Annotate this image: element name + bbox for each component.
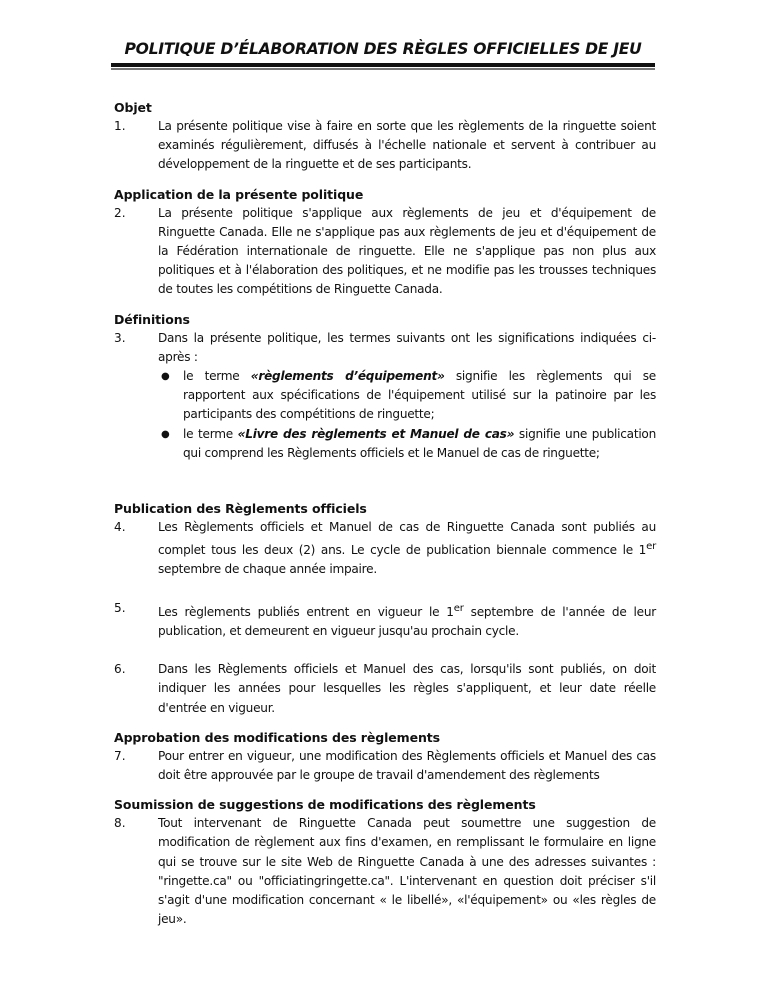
paragraph-7 (114, 747, 656, 785)
paragraph-number: 3. (114, 330, 126, 345)
bullet-icon: ● (161, 371, 170, 383)
paragraph-6 (114, 660, 656, 718)
paragraph-number: 2. (114, 205, 126, 220)
paragraph-number: 1. (114, 119, 126, 133)
section-heading-soumission: Soumission de suggestions de modifications des règlements (114, 797, 536, 813)
document-header (111, 38, 655, 70)
defined-term: «règlements d’équipement» (250, 369, 445, 384)
paragraph-number: 8. (114, 816, 126, 831)
definition-prefix: le terme (183, 369, 251, 384)
paragraph-3 (114, 329, 656, 463)
document-title: POLITIQUE D’ÉLABORATION DES RÈGLES OFFICIELLES DE JEU (124, 40, 642, 58)
section-heading-objet: Objet (114, 100, 152, 115)
section-heading-application: Application de la présente politique (114, 186, 364, 202)
document-body (114, 98, 656, 929)
paragraph-number: 7. (114, 748, 126, 763)
title-underline-thick (111, 63, 655, 67)
paragraph-8 (114, 814, 656, 929)
paragraph-text: La présente politique vise à faire en sorte que les règlements de la ringuette soient examinés régulièrement, diffusés à l'échelle nationale et servent à contribuer au développement de la ringuette et de ses participants. (158, 119, 656, 172)
ordinal-superscript: er (453, 602, 464, 614)
paragraph-body (158, 329, 656, 463)
defined-term: «Livre des règlements et Manuel de cas» (237, 426, 515, 441)
definition-text: signifie les règlements qui se rapportent aux spécifications de l'équipement utilisé sur la patinoire par les participants des compétitions de ringuette; (183, 369, 656, 422)
paragraph-text: Tout intervenant de Ringuette Canada peut soumettre une suggestion de modification de règlement aux fins d'examen, en remplissant le formulaire en ligne qui se trouve sur le site Web de Ringuette Canada à une des adresses suivantes : "ringette.ca" ou "officiatingringette.ca". L'intervenant en question doit préciser s'il s'agit d'une modification concernant « le libellé», «l'équipement» ou «les règles de jeu». (158, 816, 656, 927)
section-heading-approbation: Approbation des modifications des règlements (114, 729, 440, 745)
definition-prefix: le terme (183, 426, 238, 441)
paragraph-5 (114, 599, 656, 641)
paragraph-4 (114, 518, 656, 580)
definition-text: signifie une publication qui comprend les Règlements officiels et le Manuel de cas de ringuette; (183, 426, 656, 460)
paragraph-text: Les règlements publiés entrent en vigueur le 1er septembre de l'année de leur publication, et demeurent en vigueur jusqu'au prochain cycle. (158, 602, 656, 638)
paragraph-number: 6. (114, 662, 126, 677)
paragraph-2 (114, 204, 656, 300)
paragraph-text: Dans les Règlements officiels et Manuel des cas, lorsqu'ils sont publiés, on doit indiquer les années pour lesquelles les règles s'appliquent, et leur date réelle d'entrée en vigueur. (158, 662, 656, 715)
section-heading-definitions: Définitions (114, 311, 190, 327)
paragraph-1 (114, 117, 656, 175)
paragraph-text: Pour entrer en vigueur, une modification des Règlements officiels et Manuel des cas doit être approuvée par le groupe de travail d'amendement des règlements (158, 748, 656, 782)
paragraph-text: Les Règlements officiels et Manuel de cas de Ringuette Canada sont publiés au complet tous les deux (2) ans. Le cycle de publication biennale commence le 1er septembre de chaque année impaire. (158, 520, 656, 577)
title-underline-thin (111, 68, 655, 70)
definitions-list (158, 367, 656, 463)
bullet-icon: ● (161, 428, 170, 440)
section-heading-publication: Publication des Règlements officiels (114, 501, 367, 517)
definition-item (158, 367, 656, 425)
paragraph-text: Dans la présente politique, les termes suivants ont les significations indiquées ci-après : (158, 330, 656, 364)
ordinal-superscript: er (646, 541, 656, 553)
paragraph-number: 5. (114, 600, 126, 615)
paragraph-number: 4. (114, 520, 126, 535)
definition-item (158, 425, 656, 463)
paragraph-text: La présente politique s'applique aux règlements de jeu et d'équipement de Ringuette Canada. Elle ne s'applique pas aux règlements de jeu et d'équipement de la Fédération internationale de ringuette. Elle ne s'applique pas non plus aux politiques et à l'élaboration des politiques, et ne modifie pas les trousses techniques de toutes les compétitions de Ringuette Canada. (158, 205, 656, 297)
